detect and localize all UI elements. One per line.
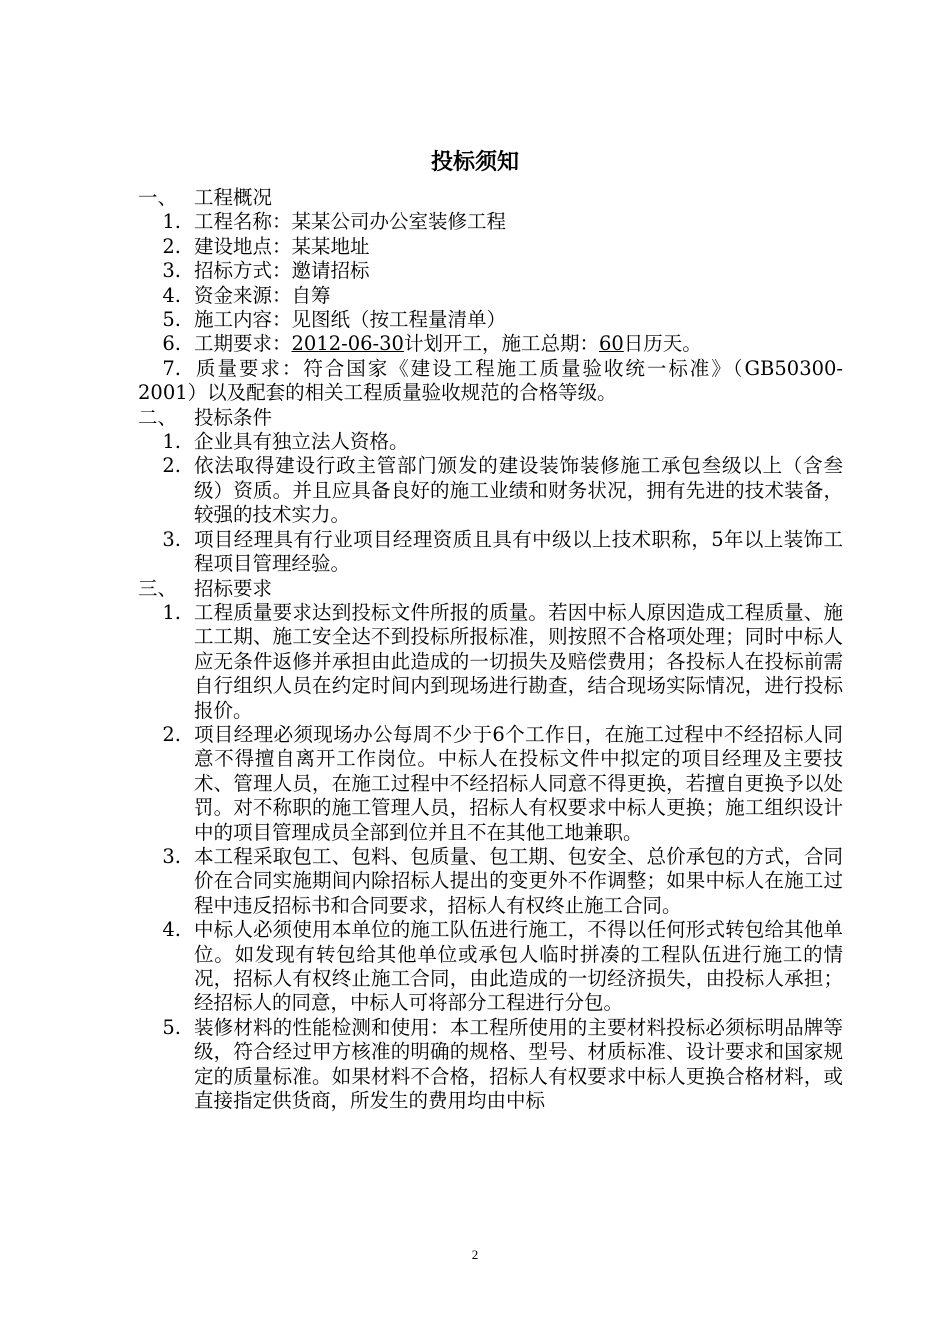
item-number: 2. — [162, 722, 181, 746]
section-heading — [138, 406, 843, 430]
item-number: 2. — [162, 454, 181, 478]
duration-days: 60 — [598, 332, 624, 356]
item-number: 3. — [162, 844, 181, 868]
list-item — [138, 235, 843, 259]
item-text — [194, 332, 843, 356]
list-item — [138, 332, 843, 356]
item-number: 7. — [162, 356, 181, 380]
item-text: 项目经理具有行业项目经理资质且具有中级以上技术职称，5年以上装饰工程项目管理经验。 — [194, 527, 843, 576]
section-number: 三、 — [138, 576, 178, 600]
item-text: 企业具有独立法人资格。 — [194, 430, 409, 454]
item-text: 装修材料的性能检测和使用：本工程所使用的主要材料投标必须标明品牌等级，符合经过甲方核准的明确的规格、型号、材质标准、设计要求和国家规定的质量标准。如果材料不合格，招标人有权要求中标人更换合格材料，或直接指定供货商，所发生的费用均由中标 — [194, 1015, 843, 1113]
list-item — [138, 918, 843, 1016]
document-title: 投标须知 — [430, 150, 519, 175]
item-number: 3. — [162, 527, 181, 551]
schedule-label: 工期要求： — [194, 332, 292, 356]
section-number: 二、 — [138, 405, 178, 429]
item-text: 本工程采取包工、包料、包质量、包工期、包安全、总价承包的方式，合同价在合同实施期间内除招标人提出的变更外不作调整；如果中标人在施工过程中违反招标书和合同要求，招标人有权终止施工合同。 — [194, 844, 843, 917]
list-item — [138, 357, 843, 406]
item-number: 5. — [162, 308, 181, 332]
item-text: 施工内容：见图纸（按工程量清单） — [194, 308, 507, 332]
list-item — [138, 1016, 843, 1114]
list-item — [138, 210, 843, 234]
list-item — [138, 284, 843, 308]
section-title: 投标条件 — [194, 405, 273, 429]
schedule-suffix: 日历天。 — [623, 332, 702, 356]
item-number: 5. — [162, 1015, 181, 1039]
section-heading — [138, 186, 843, 210]
item-text: 依法取得建设行政主管部门颁发的建设装饰装修施工承包叁级以上（含叁级）资质。并且应具备良好的施工业绩和财务状况，拥有先进的技术装备，较强的技术实力。 — [194, 454, 843, 527]
list-item — [138, 723, 843, 845]
item-number: 4. — [162, 918, 181, 942]
item-number: 3. — [162, 259, 181, 283]
item-text: 招标方式：邀请招标 — [194, 259, 370, 283]
list-item — [138, 259, 843, 283]
item-text: 建设地点：某某地址 — [194, 234, 370, 258]
item-number: 1. — [162, 430, 181, 454]
section-title: 招标要求 — [194, 576, 273, 600]
list-item — [138, 528, 843, 577]
item-text: 工程名称：某某公司办公室装修工程 — [194, 210, 507, 234]
item-text: 资金来源：自筹 — [194, 283, 331, 307]
item-text: 项目经理必须现场办公每周不少于6个工作日，在施工过程中不经招标人同意不得擅自离开工作岗位。中标人在投标文件中拟定的项目经理及主要技术、管理人员，在施工过程中不经招标人同意不得更换，若擅自更换予以处罚。对不称职的施工管理人员，招标人有权要求中标人更换；施工组织设计中的项目管理成员全部到位并且不在其他工地兼职。 — [194, 722, 843, 844]
list-item — [138, 454, 843, 527]
item-number: 1. — [162, 600, 181, 624]
item-text: 工程质量要求达到投标文件所报的质量。若因中标人原因造成工程质量、施工工期、施工安全达不到投标所报标准，则按照不合格项处理；同时中标人应无条件返修并承担由此造成的一切损失及赔偿费用；各投标人在投标前需自行组织人员在约定时间内到现场进行勘查，结合现场实际情况，进行投标报价。 — [194, 600, 843, 722]
section-number: 一、 — [138, 186, 178, 209]
item-number: 4. — [162, 283, 181, 307]
item-text: 质量要求：符合国家《建设工程施工质量验收统一标准》（GB50300-2001）以及配套的相关工程质量验收规范的合格等级。 — [138, 356, 843, 405]
item-number: 1. — [162, 210, 181, 234]
section-heading — [138, 577, 843, 601]
start-date: 2012-06-30 — [291, 332, 404, 356]
section-title: 工程概况 — [194, 186, 273, 209]
item-number: 6. — [162, 332, 181, 356]
document-body — [138, 186, 843, 1113]
list-item — [138, 845, 843, 918]
list-item — [138, 308, 843, 332]
item-text: 中标人必须使用本单位的施工队伍进行施工，不得以任何形式转包给其他单位。如发现有转包给其他单位或承包人临时拼凑的工程队伍进行施工的情况，招标人有权终止施工合同，由此造成的一切经济损失，由投标人承担；经招标人的同意，中标人可将部分工程进行分包。 — [194, 918, 843, 1015]
page-number: 2 — [471, 1247, 479, 1262]
list-item — [138, 601, 843, 723]
list-item — [138, 430, 843, 454]
item-number: 2. — [162, 234, 181, 258]
schedule-middle: 计划开工，施工总期： — [403, 332, 599, 356]
